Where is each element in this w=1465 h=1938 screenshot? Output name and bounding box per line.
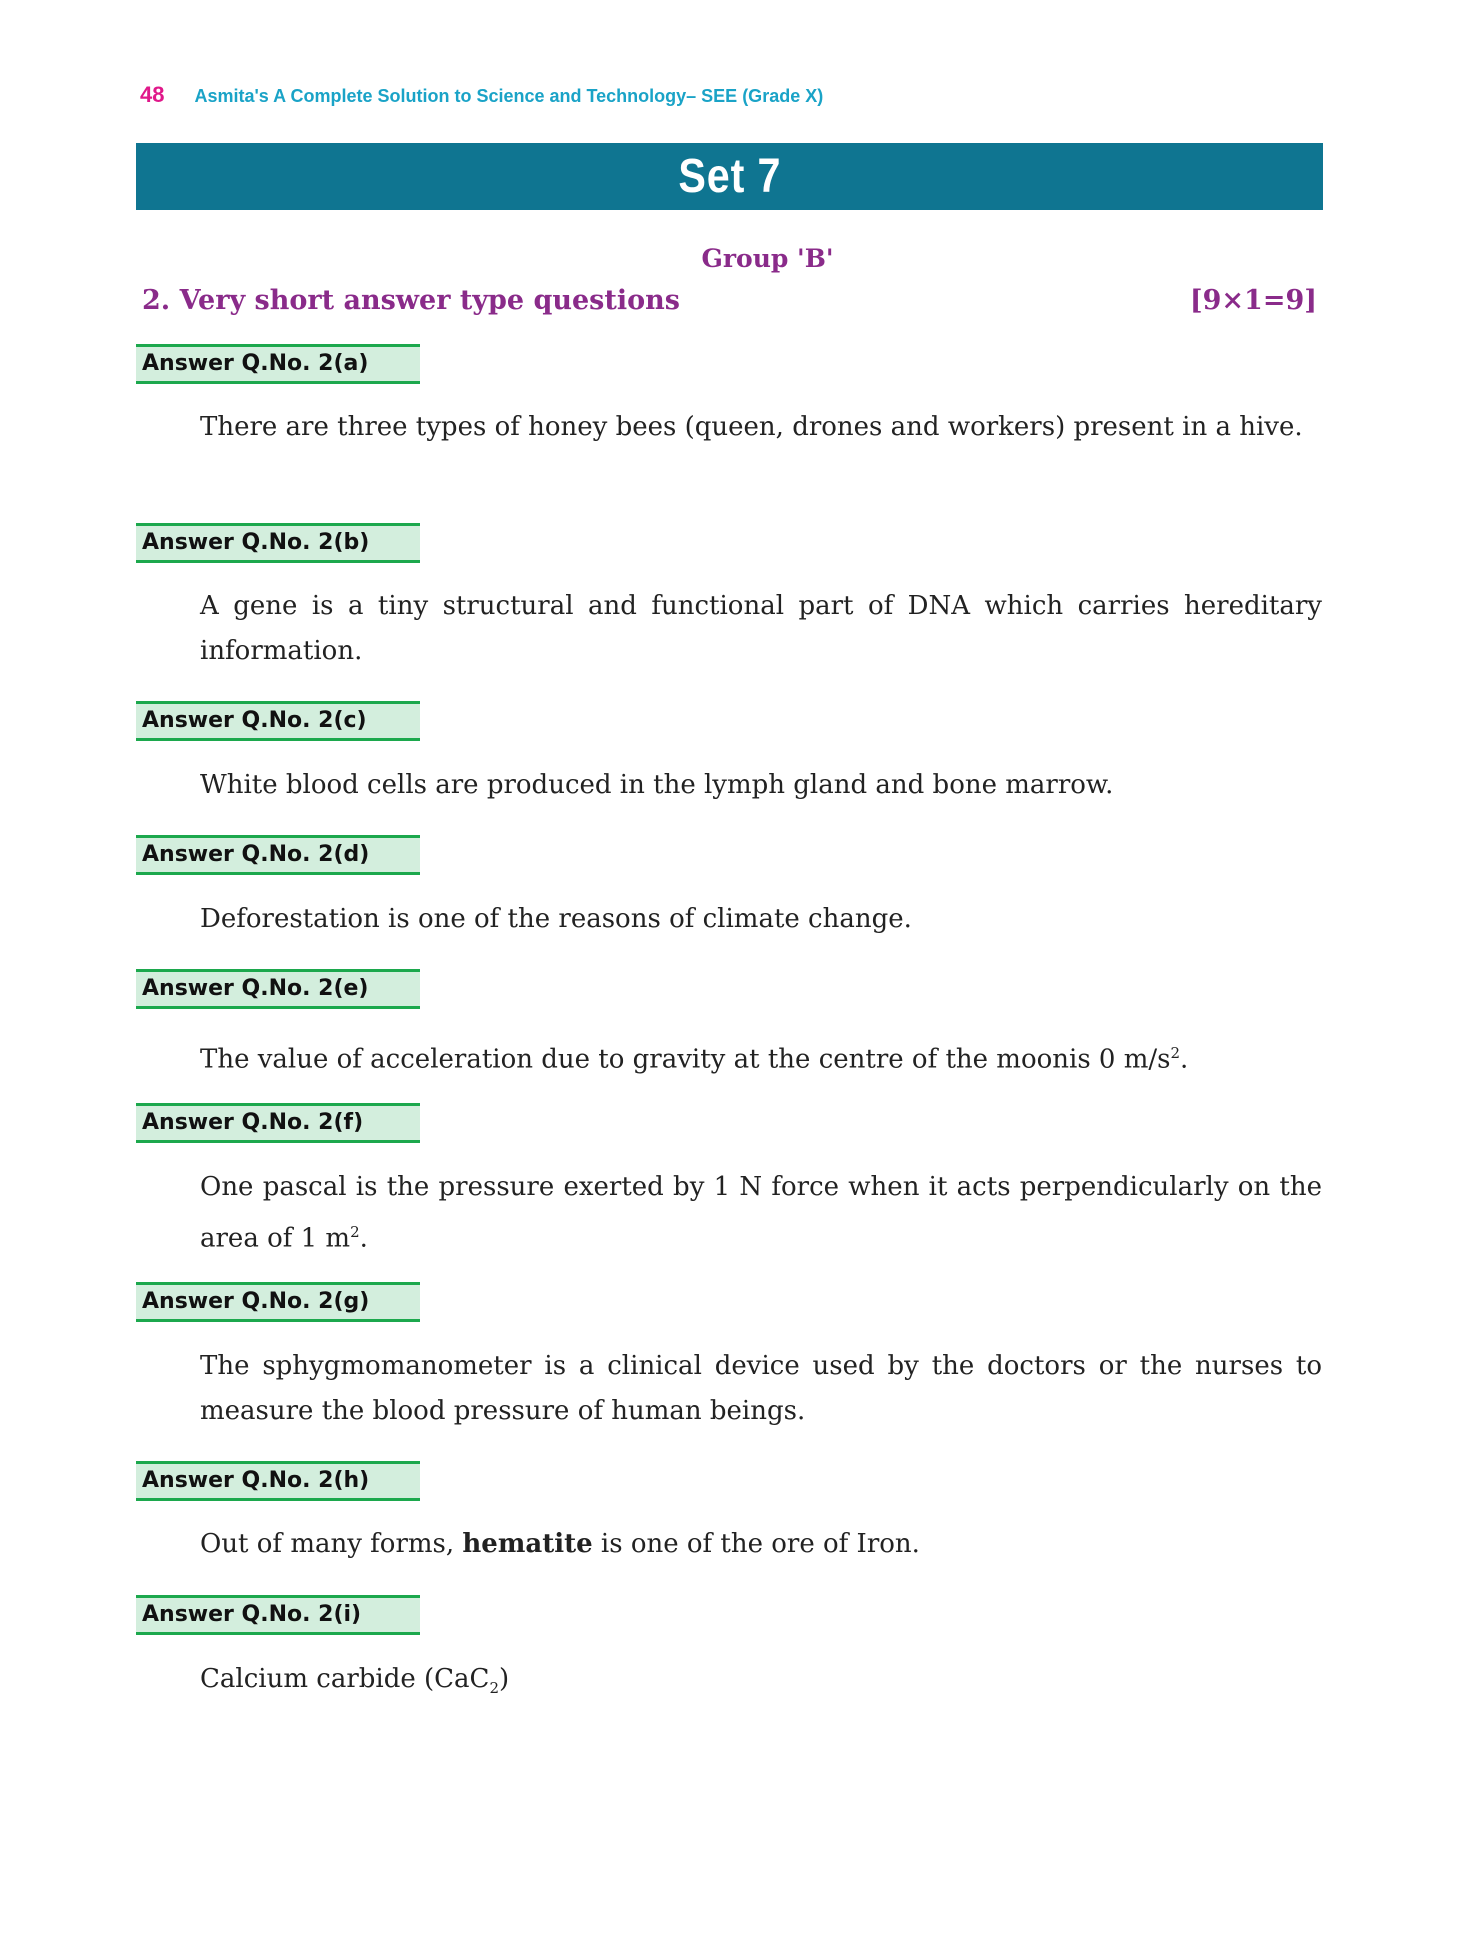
section-marks: [9×1=9]: [1189, 285, 1317, 316]
answer-text-2d: Deforestation is one of the reasons of climate change.: [200, 904, 912, 934]
answer-text-2e: [200, 1031, 1322, 1083]
set-banner: [136, 143, 1323, 210]
answer-label-2e: Answer Q.No. 2(e): [136, 969, 420, 1009]
answer-text-2h-bold: hematite: [462, 1529, 593, 1559]
answer-text-2i-subscript: 2: [489, 1679, 499, 1698]
answer-text-2f-superscript: 2: [350, 1223, 360, 1241]
answer-text-2f: [200, 1165, 1322, 1262]
set-title: Set 7: [678, 150, 781, 203]
page-header: [140, 82, 823, 108]
answer-text-2i-end: ): [498, 1664, 510, 1694]
book-title: Asmita's A Complete Solution to Science and Technology– SEE (Grade X): [194, 86, 824, 106]
answer-label-2f: Answer Q.No. 2(f): [136, 1103, 420, 1143]
answer-text-2e-main: The value of acceleration due to gravity at the centre of the moonis 0 m/s: [200, 1044, 1171, 1075]
answer-text-2a: There are three types of honey bees (queen, drones and workers) present in a hive.: [200, 412, 1303, 442]
answer-text-2e-end: .: [1180, 1044, 1189, 1075]
answer-label-2a: Answer Q.No. 2(a): [136, 344, 420, 384]
answer-text-2b: A gene is a tiny structural and functional part of DNA which carries hereditary information.: [200, 591, 1322, 666]
answer-label-2b: Answer Q.No. 2(b): [136, 523, 420, 563]
answer-text-2h: [200, 1522, 1322, 1567]
section-heading: 2. Very short answer type questions: [142, 285, 680, 316]
answer-label-2i: Answer Q.No. 2(i): [136, 1595, 420, 1635]
answer-label-2h: Answer Q.No. 2(h): [136, 1461, 420, 1501]
answer-text-2g: The sphygmomanometer is a clinical device used by the doctors or the nurses to measure the blood pressure of human beings.: [200, 1351, 1322, 1426]
answer-text-2h-end: is one of the ore of Iron.: [592, 1529, 920, 1559]
group-title: Group 'B': [701, 244, 834, 273]
answer-label-2c: Answer Q.No. 2(c): [136, 701, 420, 741]
answer-text-2h-start: Out of many forms,: [200, 1529, 463, 1559]
answer-text-2i-main: Calcium carbide (CaC: [200, 1664, 490, 1694]
answer-text-2i: [200, 1657, 1322, 1711]
answer-text-2f-end: .: [359, 1223, 368, 1254]
answer-label-2d: Answer Q.No. 2(d): [136, 835, 420, 875]
page-number: 48: [140, 82, 165, 107]
answer-text-2e-superscript: 2: [1170, 1044, 1181, 1062]
answer-text-2f-main: One pascal is the pressure exerted by 1 N force when it acts perpendicularly on the area of 1 m: [200, 1172, 1322, 1254]
answer-label-2g: Answer Q.No. 2(g): [136, 1282, 420, 1322]
answer-text-2c: White blood cells are produced in the lymph gland and bone marrow.: [200, 770, 1114, 800]
